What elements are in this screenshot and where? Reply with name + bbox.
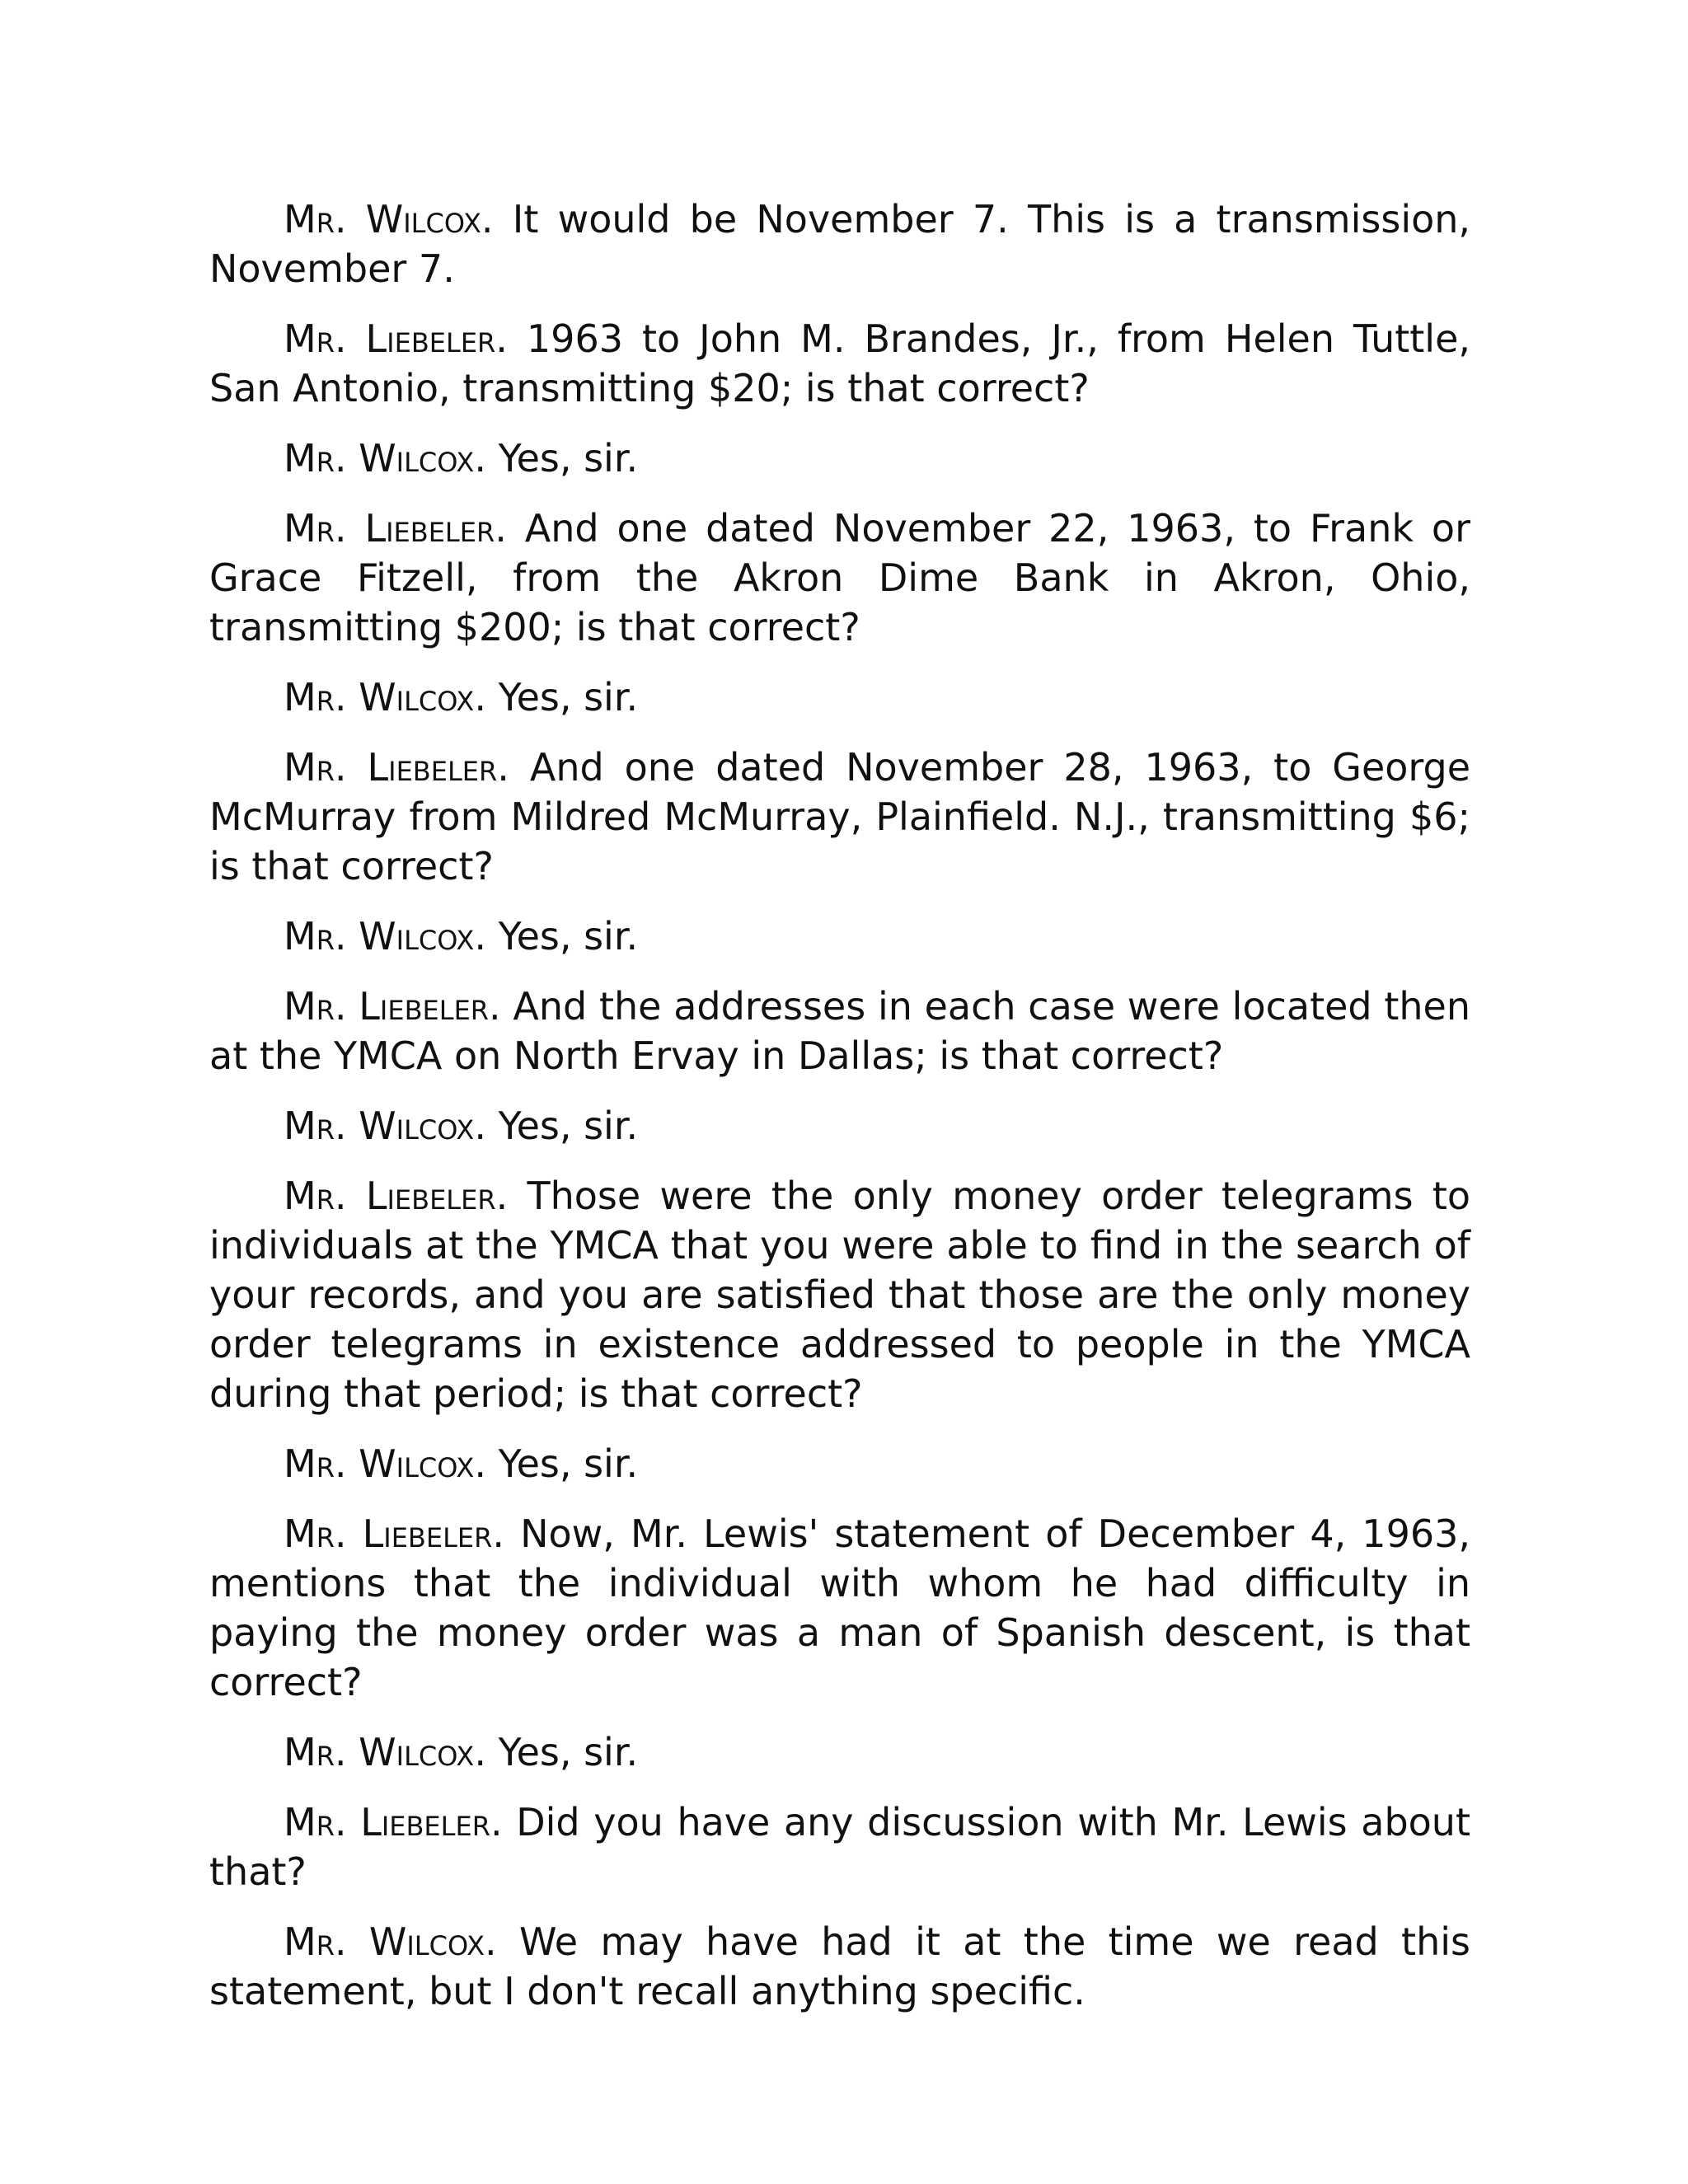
speaker-name: Mr. Liebeler: [284, 745, 498, 790]
speaker-name: Mr. Liebeler: [284, 1800, 490, 1844]
paragraph-text: Yes, sir.: [498, 1730, 639, 1774]
paragraph-text: Yes, sir.: [498, 1441, 639, 1486]
paragraph-text: Those were the only money order telegrams to individuals at the YMCA that you were able to find in the search of your records, and you are satisfied that those are the only money order telegrams in existence addressed to people in the YMCA during that period; is that correct?: [209, 1174, 1470, 1416]
paragraph-text: Yes, sir.: [498, 914, 639, 958]
paragraph-text: Now, Mr. Lewis' statement of December 4, 1963, mentions that the individual with whom he had difficulty in paying the money order was a man of Spanish descent, is that correct?: [209, 1511, 1470, 1704]
paragraph-text: And one dated November 22, 1963, to Frank or Grace Fitzell, from the Akron Dime Bank in Akron, Ohio, transmitting $200; is that correct?: [209, 506, 1470, 649]
transcript-paragraph: Mr. Wilcox. Yes, sir.: [284, 1441, 639, 1486]
paragraph-text: Yes, sir.: [498, 1104, 639, 1148]
transcript-paragraph: Mr. Wilcox. Yes, sir.: [284, 436, 639, 480]
speaker-name: Mr. Wilcox: [284, 436, 475, 480]
transcript-page: [209, 194, 1470, 2036]
speaker-name: Mr. Liebeler: [284, 984, 490, 1029]
speaker-name: Mr. Liebeler: [284, 1511, 493, 1556]
paragraph-text: It would be November 7. This is a transmission, November 7.: [209, 197, 1471, 291]
transcript-paragraph: Mr. Liebeler. Now, Mr. Lewis' statement of December 4, 1963, mentions that the individual with whom he had difficulty in paying the money order was a man of Spanish descent, is that correct?: [209, 1511, 1470, 1704]
speaker-name: Mr. Liebeler: [284, 316, 496, 361]
speaker-name: Mr. Liebeler: [284, 1174, 496, 1218]
paragraph-text: And the addresses in each case were located then at the YMCA on North Ervay in Dallas; is that correct?: [209, 984, 1470, 1078]
speaker-name: Mr. Wilcox: [284, 1441, 475, 1486]
paragraph-text: Did you have any discussion with Mr. Lewis about that?: [209, 1800, 1470, 1894]
speaker-name: Mr. Wilcox: [284, 675, 475, 719]
speaker-name: Mr. Wilcox: [284, 1730, 475, 1774]
paragraph-text: Yes, sir.: [498, 675, 639, 719]
transcript-paragraph: Mr. Liebeler. And one dated November 22, 1963, to Frank or Grace Fitzell, from the Akron Dime Bank in Akron, Ohio, transmitting $200; is that correct?: [209, 506, 1470, 649]
speaker-name: Mr. Wilcox: [284, 197, 481, 241]
paragraph-text: And one dated November 28, 1963, to George McMurray from Mildred McMurray, Plainfield. N.J., transmitting $6; is that correct?: [209, 745, 1471, 888]
transcript-paragraph: Mr. Liebeler. And the addresses in each case were located then at the YMCA on North Ervay in Dallas; is that correct?: [209, 984, 1470, 1078]
transcript-paragraph: Mr. Wilcox. Yes, sir.: [284, 675, 639, 719]
speaker-name: Mr. Wilcox: [284, 914, 475, 958]
transcript-paragraph: Mr. Wilcox. We may have had it at the time we read this statement, but I don't recall anything specific.: [209, 1919, 1470, 2013]
paragraph-text: 1963 to John M. Brandes, Jr., from Helen Tuttle, San Antonio, transmitting $20; is that correct?: [209, 316, 1471, 410]
transcript-paragraph: Mr. Liebeler. And one dated November 28, 1963, to George McMurray from Mildred McMurray, Plainfield. N.J., transmitting $6; is that correct?: [209, 745, 1471, 888]
speaker-name: Mr. Wilcox: [284, 1919, 485, 1964]
transcript-paragraph: Mr. Liebeler. 1963 to John M. Brandes, Jr., from Helen Tuttle, San Antonio, transmitting $20; is that correct?: [209, 316, 1471, 410]
speaker-name: Mr. Liebeler: [284, 506, 495, 551]
transcript-paragraph: Mr. Wilcox. Yes, sir.: [284, 914, 639, 958]
speaker-name: Mr. Wilcox: [284, 1104, 475, 1148]
transcript-paragraph: Mr. Wilcox. Yes, sir.: [284, 1730, 639, 1774]
paragraph-text: We may have had it at the time we read this statement, but I don't recall anything specific.: [209, 1919, 1470, 2013]
paragraph-text: Yes, sir.: [498, 436, 639, 480]
transcript-paragraph: Mr. Wilcox. Yes, sir.: [284, 1104, 639, 1148]
transcript-paragraph: Mr. Liebeler. Did you have any discussion with Mr. Lewis about that?: [209, 1800, 1470, 1894]
transcript-paragraph: Mr. Liebeler. Those were the only money order telegrams to individuals at the YMCA that you were able to find in the search of your records, and you are satisfied that those are the only money order telegrams in existence addressed to people in the YMCA during that period; is that correct?: [209, 1174, 1470, 1416]
transcript-paragraph: Mr. Wilcox. It would be November 7. This is a transmission, November 7.: [209, 197, 1471, 291]
